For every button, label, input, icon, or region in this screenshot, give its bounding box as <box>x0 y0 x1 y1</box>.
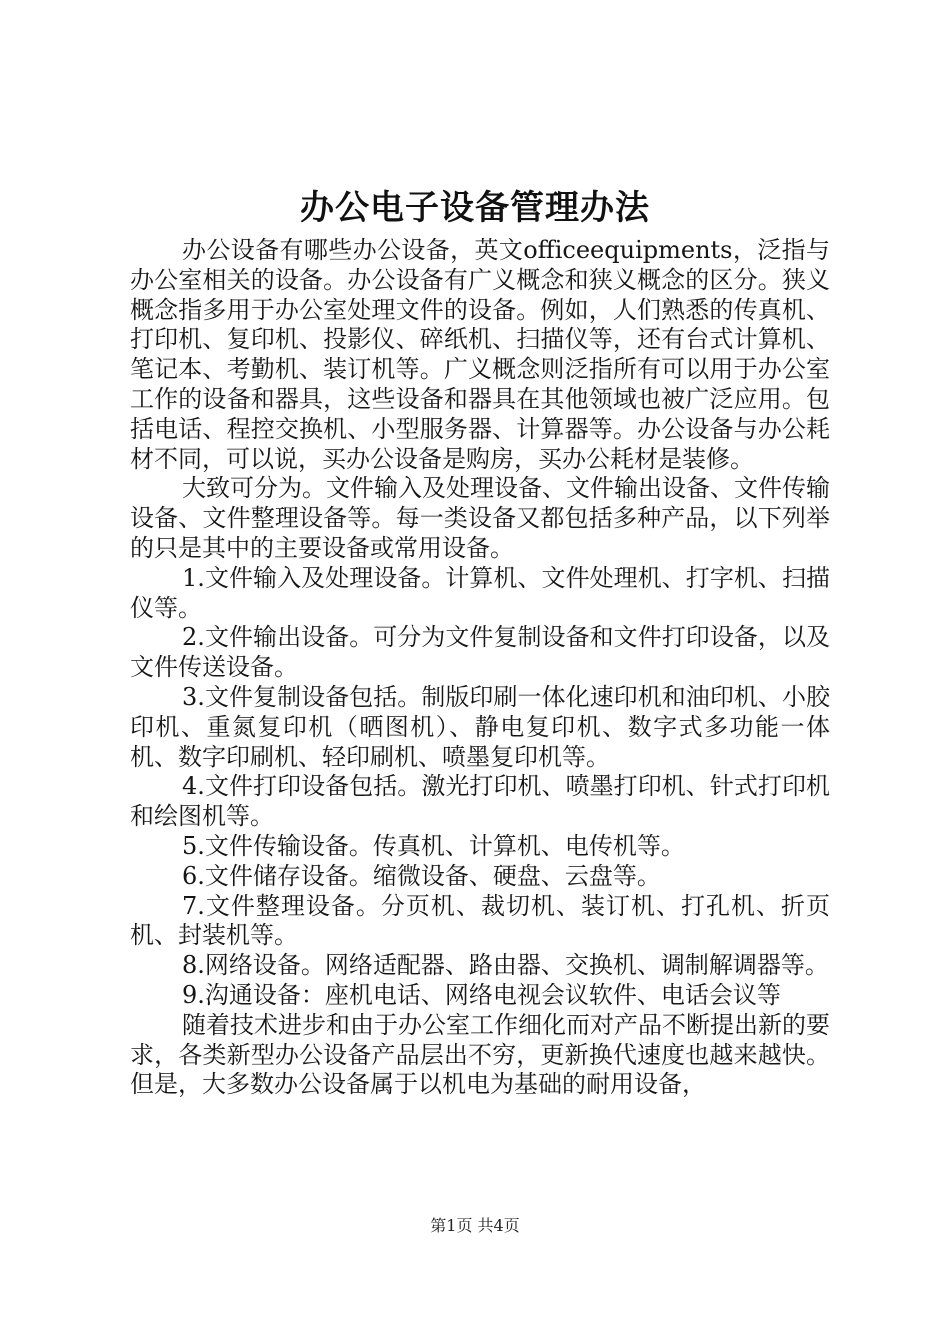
list-item: 3.文件复制设备包括。制版印刷一体化速印机和油印机、小胶印机、重氮复印机（晒图机）、静电复印机、数字式多功能一体机、数字印刷机、轻印刷机、喷墨复印机等。 <box>130 682 830 771</box>
paragraph: 大致可分为。文件输入及处理设备、文件输出设备、文件传输设备、文件整理设备等。每一类设备又都包括多种产品，以下列举的只是其中的主要设备或常用设备。 <box>130 474 830 562</box>
paragraph: 办公设备有哪些办公设备，英文officeequipments，泛指与办公室相关的设备。办公设备有广义概念和狭义概念的区分。狭义概念指多用于办公室处理文件的设备。例如，人们熟悉的传真机、打印机、复印机、投影仪、碎纸机、扫描仪等，还有台式计算机、笔记本、考勤机、装订机等。广义概念则泛指所有可以用于办公室工作的设备和器具，这些设备和器具在其他领域也被广泛应用。包括电话、程控交换机、小型服务器、计算器等。办公设备与办公耗材不同，可以说，买办公设备是购房，买办公耗材是装修。 <box>130 236 830 473</box>
list-item: 5.文件传输设备。传真机、计算机、电传机等。 <box>182 831 685 860</box>
list-item: 9.沟通设备：座机电话、网络电视会议软件、电话会议等 <box>182 980 781 1009</box>
document-title: 办公电子设备管理办法 <box>300 188 650 228</box>
list-item: 6.文件储存设备。缩微设备、硬盘、云盘等。 <box>182 861 661 890</box>
list-item: 1.文件输入及处理设备。计算机、文件处理机、打字机、扫描仪等。 <box>130 563 830 622</box>
paragraph: 随着技术进步和由于办公室工作细化而对产品不断提出新的要求，各类新型办公设备产品层出不穷，更新换代速度也越来越快。但是，大多数办公设备属于以机电为基础的耐用设备， <box>130 1010 830 1099</box>
list-item: 7.文件整理设备。分页机、裁切机、装订机、打孔机、折页机、封装机等。 <box>130 891 830 950</box>
document-body <box>130 236 830 1100</box>
list-item: 8.网络设备。网络适配器、路由器、交换机、调制解调器等。 <box>182 951 829 980</box>
page-number-footer: 第1页 共4页 <box>430 1216 520 1235</box>
list-item: 2.文件输出设备。可分为文件复制设备和文件打印设备，以及文件传送设备。 <box>130 623 830 682</box>
list-item: 4.文件打印设备包括。激光打印机、喷墨打印机、针式打印机和绘图机等。 <box>130 772 830 831</box>
